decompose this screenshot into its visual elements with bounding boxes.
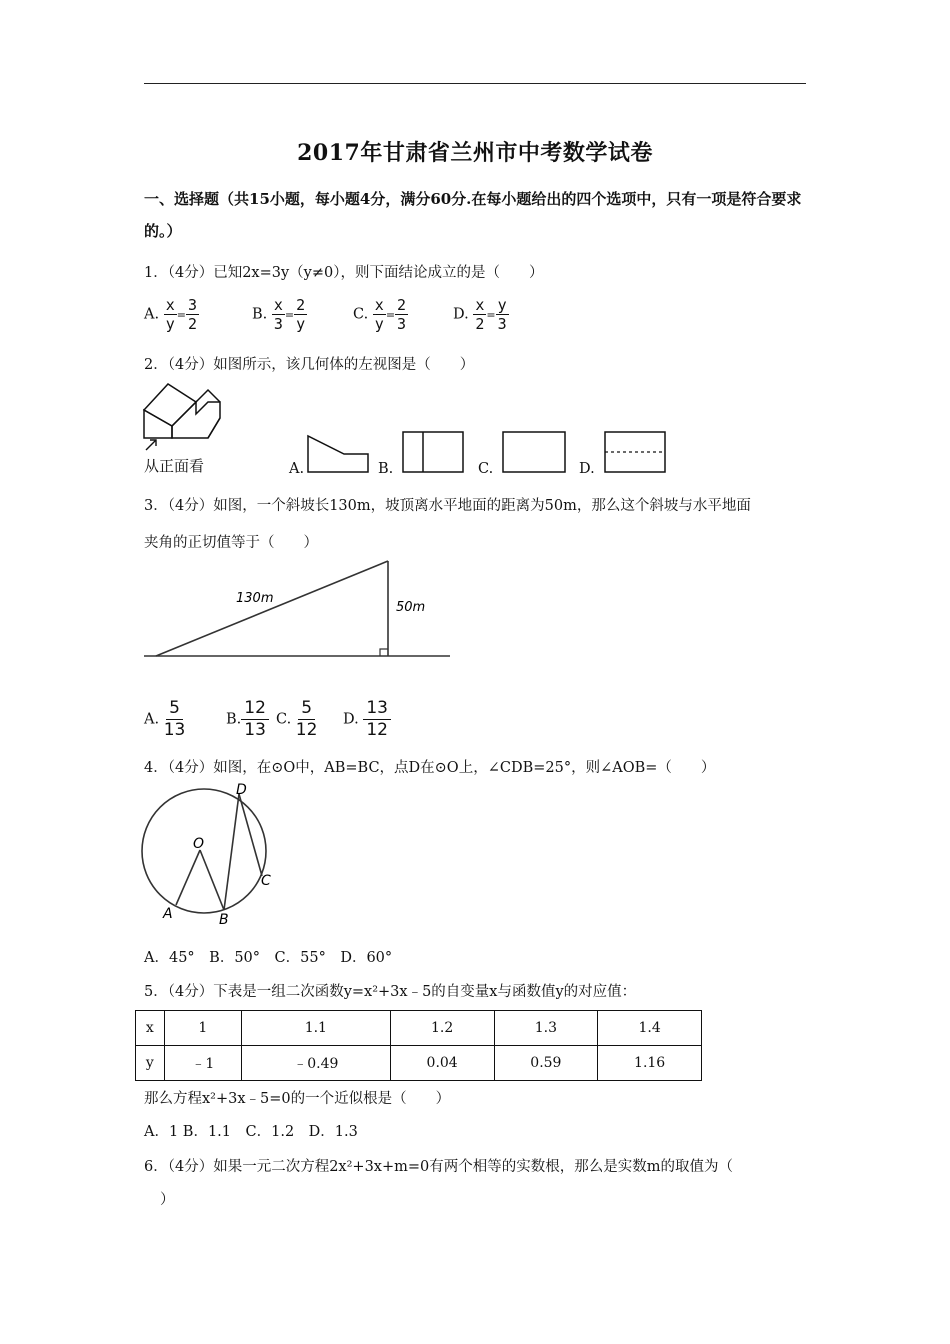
option-label: A. <box>144 711 160 728</box>
circle-figure <box>138 780 278 926</box>
q2-option-a-shape <box>306 434 370 474</box>
fraction-left: $\frac{x}{y}$ <box>165 296 175 333</box>
point-c-label: C <box>261 873 271 889</box>
fraction-left: $\frac{x}{2}$ <box>475 296 485 333</box>
q5-followup: 那么方程x²+3x﹣5=0的一个近似根是（ ） <box>144 1091 451 1107</box>
q3-option-d[interactable] <box>343 698 391 741</box>
table-cell: 0.59 <box>494 1046 598 1081</box>
fraction-right: $\frac{2}{3}$ <box>397 296 407 333</box>
table-cell: 1.3 <box>494 1011 598 1046</box>
value-table <box>135 1010 702 1081</box>
fraction-left: $\frac{x}{y}$ <box>374 296 384 333</box>
option-label: B. <box>226 711 242 728</box>
q2-option-c-shape <box>501 430 567 474</box>
q3-option-b[interactable] <box>226 698 269 741</box>
q1-stem: 1．（4分）已知2x=3y（y≠0），则下面结论成立的是（ ） <box>144 265 544 281</box>
q5-options[interactable]: A．1 B．1.1 C．1.2 D．1.3 <box>144 1124 358 1140</box>
q3-option-c[interactable] <box>276 698 317 741</box>
fraction-right: $\frac{y}{3}$ <box>497 296 507 333</box>
table-cell: y <box>136 1046 165 1081</box>
q1-option-b[interactable]: B. $\frac{x}{3}$ = $\frac{2}{y}$ <box>252 296 306 333</box>
height-label: 50m <box>396 600 426 615</box>
fraction: $\frac{13}{12}$ <box>363 698 391 741</box>
table-cell: 1 <box>164 1011 241 1046</box>
fraction: $\frac{5}{13}$ <box>163 698 186 740</box>
q2-solid-figure <box>138 380 228 440</box>
q3-stem-line1: 3．（4分）如图，一个斜坡长130m，坡顶离水平地面的距离为50m，那么这个斜坡与水平地面 <box>144 498 751 514</box>
q5-stem: 5．（4分）下表是一组二次函数y=x²+3x﹣5的自变量x与函数值y的对应值： <box>144 984 637 1000</box>
slope-length-label: 130m <box>236 591 274 606</box>
q6-stem-line2: ） <box>160 1192 175 1208</box>
point-d-label: D <box>236 782 247 798</box>
q4-options[interactable]: A．45° B．50° C．55° D．60° <box>144 950 393 966</box>
fraction-right: $\frac{2}{y}$ <box>296 296 306 333</box>
slope-figure <box>140 556 452 662</box>
q2-stem: 2．（4分）如图所示，该几何体的左视图是（ ） <box>144 357 475 373</box>
fraction-left: $\frac{x}{3}$ <box>273 296 283 333</box>
page-title: 2017年甘肃省兰州市中考数学试卷 <box>297 140 653 166</box>
q2-option-b-label[interactable]: B. <box>378 461 394 477</box>
option-label: C. <box>276 711 292 728</box>
fraction-right: $\frac{3}{2}$ <box>187 296 197 333</box>
header-rule <box>144 83 806 84</box>
view-direction-caption: 从正面看 <box>144 457 205 475</box>
option-label: B. <box>252 306 268 323</box>
q2-option-c-label[interactable]: C. <box>478 461 494 477</box>
q2-option-a-label[interactable]: A. <box>289 461 305 477</box>
q2-option-b-shape <box>401 430 465 474</box>
q4-stem: 4．（4分）如图，在⊙O中，AB=BC，点D在⊙O上，∠CDB=25°，则∠AOB=（ ） <box>144 760 716 776</box>
point-b-label: B <box>219 912 229 926</box>
option-label: C. <box>353 306 369 323</box>
table-cell: 1.4 <box>598 1011 702 1046</box>
q2-option-d-shape <box>603 430 667 474</box>
table-cell: x <box>136 1011 165 1046</box>
section-heading: 一、选择题（共15小题，每小题4分，满分60分.在每小题给出的四个选项中，只有一项是符合要求的。） <box>144 190 802 240</box>
table-cell: ﹣1 <box>164 1046 241 1081</box>
q1-option-a[interactable]: A. $\frac{x}{y}$ = $\frac{3}{2}$ <box>144 296 197 333</box>
q1-option-c[interactable]: C. $\frac{x}{y}$ = $\frac{2}{3}$ <box>353 296 407 333</box>
option-label: A. <box>144 306 160 323</box>
q2-option-d-label[interactable]: D. <box>579 461 595 477</box>
option-label: D. <box>453 306 469 323</box>
fraction: $\frac{12}{13}$ <box>241 698 269 741</box>
table-cell: 1.1 <box>241 1011 390 1046</box>
q6-stem-line1: 6．（4分）如果一元二次方程2x²+3x+m=0有两个相等的实数根，那么是实数m的取值为（ <box>144 1159 733 1175</box>
option-label: D. <box>343 711 359 728</box>
q1-option-d[interactable]: D. $\frac{x}{2}$ = $\frac{y}{3}$ <box>453 296 507 333</box>
table-cell: 0.04 <box>390 1046 494 1081</box>
q3-stem-line2: 夹角的正切值等于（ ） <box>144 535 318 551</box>
table-cell: 1.2 <box>390 1011 494 1046</box>
point-o-label: O <box>193 836 205 852</box>
fraction: $\frac{5}{12}$ <box>295 698 318 740</box>
point-a-label: A <box>163 906 173 922</box>
table-cell: ﹣0.49 <box>241 1046 390 1081</box>
q3-option-a[interactable] <box>144 698 185 741</box>
table-row <box>136 1046 702 1081</box>
arrow-icon <box>144 438 158 452</box>
table-row <box>136 1011 702 1046</box>
table-cell: 1.16 <box>598 1046 702 1081</box>
